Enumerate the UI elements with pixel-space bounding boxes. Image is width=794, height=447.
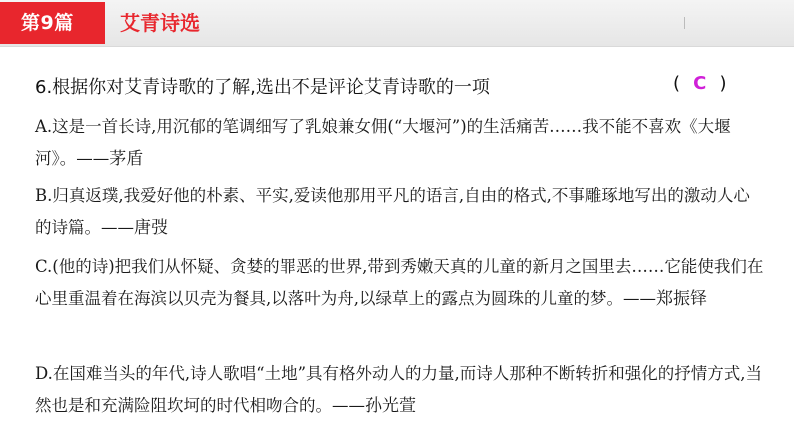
option-b-author: 唐弢 xyxy=(134,217,168,238)
option-d-text: D.在国难当头的年代,诗人歌唱“土地”具有格外动人的力量,而诗人那种不断转折和强化的抒情方式,当然也是和充满险阻坎坷的时代相吻合的。—— xyxy=(35,364,762,415)
option-b-text: B.归真返璞,我爱好他的朴素、平实,爱读他那用平凡的语言,自由的格式,不事雕琢地写出的激动人心的诗篇。—— xyxy=(35,186,750,237)
chapter-title: 艾青诗选 xyxy=(120,11,200,35)
option-d xyxy=(35,358,765,422)
paren-close: ) xyxy=(719,73,727,94)
option-a xyxy=(35,111,765,175)
option-c-text: C.(他的诗)把我们从怀疑、贪婪的罪恶的世界,带到秀嫩天真的儿童的新月之国里去……它能使我们在心里重温着在海滨以贝壳为餐具,以落叶为舟,以绿草上的露点为圆珠的儿童的梦。—— xyxy=(35,257,764,308)
option-a-author: 茅盾 xyxy=(109,148,144,169)
option-c xyxy=(35,251,765,315)
paren-open: ( xyxy=(673,73,681,94)
header-bar xyxy=(0,0,794,47)
answer-letter: C xyxy=(693,73,707,94)
header-divider xyxy=(684,17,685,29)
option-d-author: 孙光萱 xyxy=(365,395,416,416)
option-a-text: A.这是一首长诗,用沉郁的笔调细写了乳娘兼女佣(“大堰河”)的生活痛苦……我不能不喜欢《大堰河》。—— xyxy=(35,117,731,168)
question-text: 6.根据你对艾青诗歌的了解,选出不是评论艾青诗歌的一项 xyxy=(35,77,490,98)
chapter-tag: 第9篇 xyxy=(0,2,105,44)
option-b xyxy=(35,180,765,244)
option-c-author: 郑振铎 xyxy=(656,288,707,309)
answer-bracket xyxy=(673,73,727,94)
